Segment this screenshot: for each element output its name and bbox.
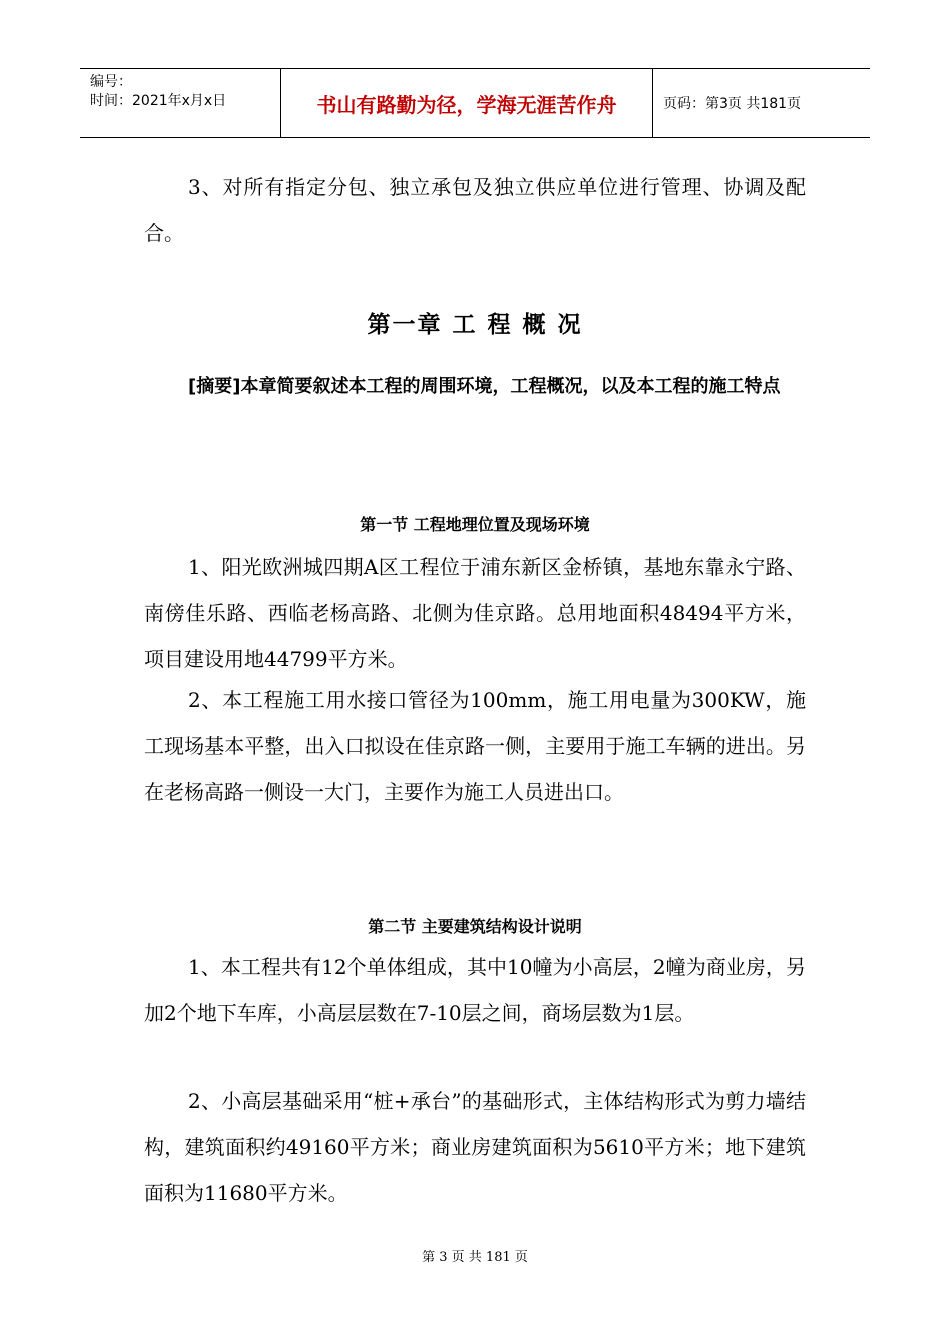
header-page-info: 页码：第3页 共181页 — [663, 96, 802, 112]
section-2-title: 第二节 主要建筑结构设计说明 — [368, 917, 582, 936]
section-2-paragraph-2: 2、小高层基础采用“桩+承台”的基础形式，主体结构形式为剪力墙结构，建筑面积约49160平方米；商业房建筑面积为5610平方米；地下建筑面积为11680平方米。 — [144, 1089, 806, 1205]
page-footer: 第 3 页 共 181 页 — [422, 1250, 528, 1265]
section-1-title: 第一节 工程地理位置及现场环境 — [360, 515, 590, 534]
chapter-title: 第一章 工 程 概 况 — [367, 312, 583, 338]
header-motto: 书山有路勤为径，学海无涯苦作舟 — [281, 69, 653, 137]
section-1-paragraph-1: 1、阳光欧洲城四期A区工程位于浦东新区金桥镇，基地东靠永宁路、南傍佳乐路、西临老杨高路、北侧为佳京路。总用地面积48494平方米，项目建设用地44799平方米。 — [144, 555, 806, 671]
abstract: [摘要]本章简要叙述本工程的周围环境，工程概况，以及本工程的施工特点 — [188, 376, 781, 397]
section-2-paragraph-1: 1、本工程共有12个单体组成，其中10幢为小高层，2幢为商业房，另加2个地下车库，小高层层数在7-10层之间，商场层数为1层。 — [144, 955, 806, 1025]
header-meta — [80, 69, 281, 137]
page-header — [80, 68, 870, 138]
date-label: 时间：2021年x月x日 — [90, 93, 227, 109]
section-1-paragraph-2: 2、本工程施工用水接口管径为100mm，施工用电量为300KW，施工现场基本平整，出入口拟设在佳京路一侧，主要用于施工车辆的进出。另在老杨高路一侧设一大门，主要作为施工人员进出口。 — [144, 688, 806, 804]
intro-paragraph: 3、对所有指定分包、独立承包及独立供应单位进行管理、协调及配合。 — [144, 175, 806, 245]
number-label: 编号： — [90, 74, 132, 90]
